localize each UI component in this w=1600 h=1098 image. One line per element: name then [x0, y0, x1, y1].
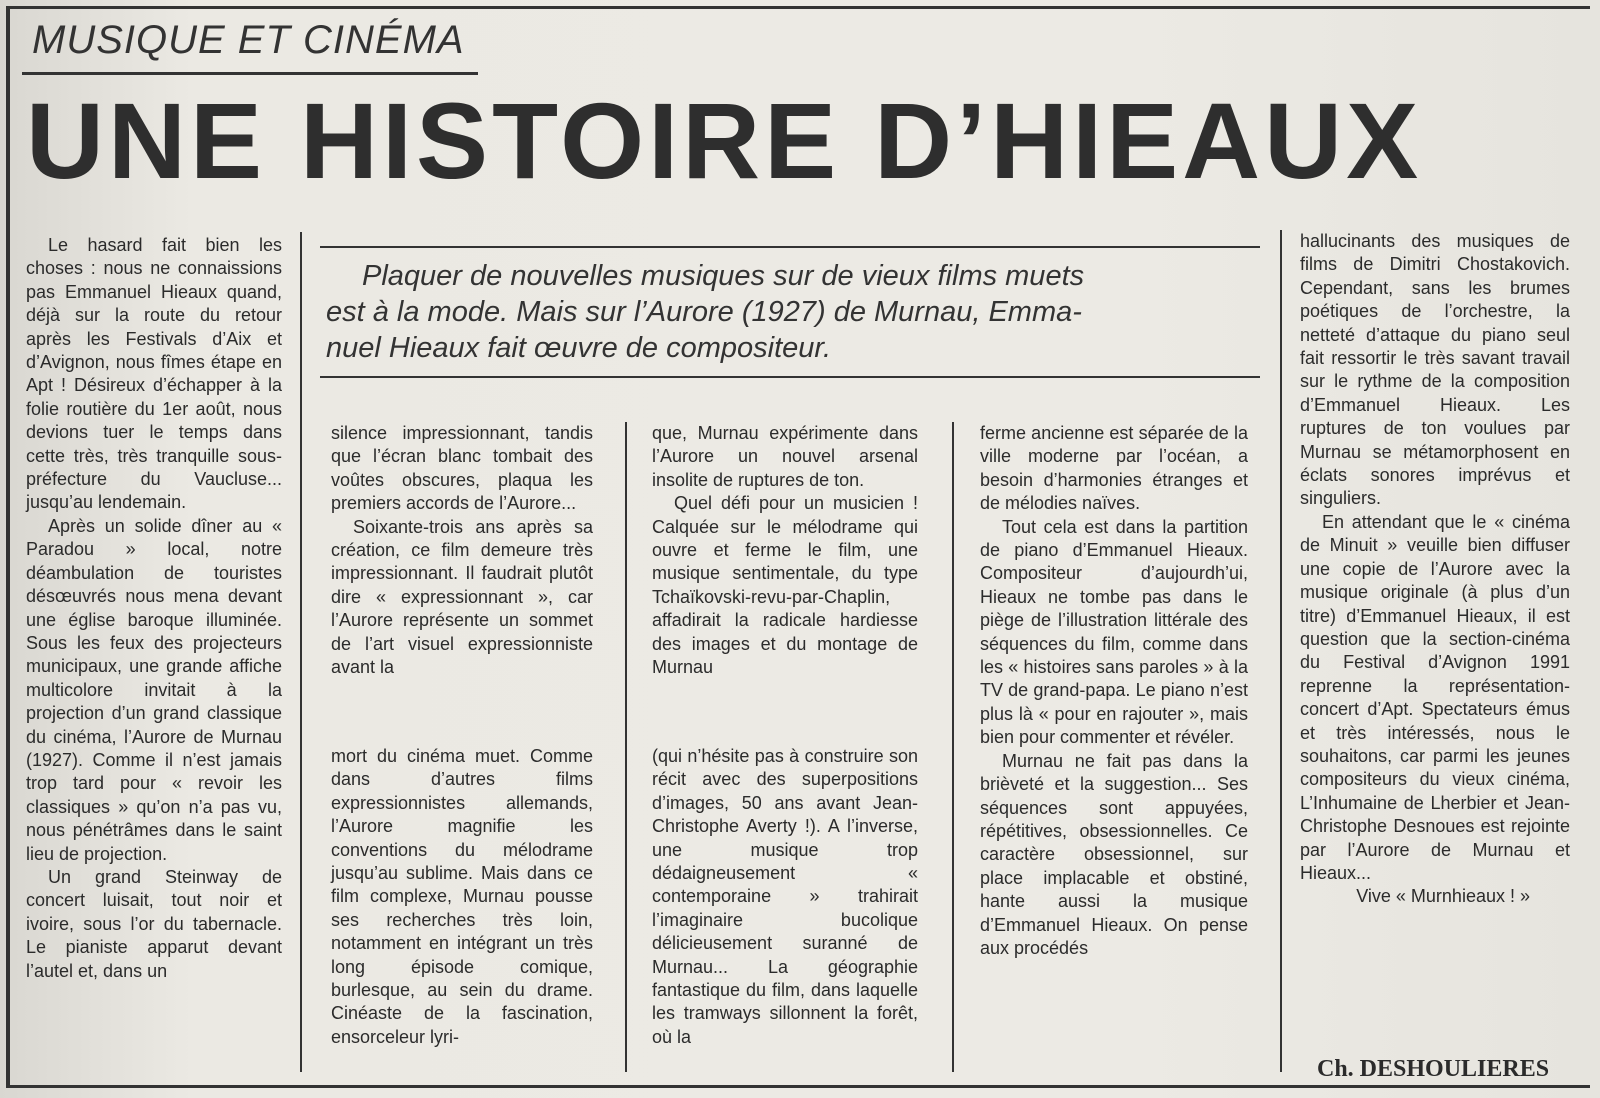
- column-3-bottom: [652, 745, 918, 1049]
- paragraph: Soixante-trois ans après sa création, ce film demeure très impressionnant. Il faudrait plutôt dire « expressionnant », car l’Aurore représente un sommet de l’art visuel expressionniste avant la: [331, 516, 593, 678]
- paragraph: silence impressionnant, tandis que l’écran blanc tombait des voûtes obscures, plaqua les premiers accords de l’Aurore...: [331, 423, 593, 514]
- column-2-top: [331, 422, 593, 679]
- headline: UNE HISTOIRE D’HIEAUX: [26, 80, 1423, 201]
- column-4: [980, 422, 1248, 960]
- column-rule: [952, 422, 954, 1072]
- paragraph: Tout cela est dans la partition de piano d’Emmanuel Hieaux. Compositeur d’aujourdh’ui, Hieaux ne tombe pas dans le piège de l’illustration littérale des séquences du film, comme dans les « histoires sans paroles » à la TV de grand-papa. Le piano n’est plus là « pour en rajouter », mais bien pour commenter et révéler.: [980, 516, 1248, 748]
- column-rule: [300, 232, 302, 1072]
- closing-line: Vive « Murnhieaux ! »: [1356, 886, 1530, 907]
- standfirst-line: nuel Hieaux fait œuvre de compositeur.: [326, 332, 832, 364]
- paragraph: Un grand Steinway de concert luisait, tout noir et ivoire, sous l’or du tabernacle. Le pianiste apparut devant l’autel et, dans un: [26, 866, 282, 981]
- paragraph: mort du cinéma muet. Comme dans d’autres films expressionnistes allemands, l’Aurore magnifie les conventions du mélodrame jusqu’au sublime. Mais dans ce film complexe, Murnau pousse ses recherches très loin, notamment en intégrant un très long épisode comique, burlesque, au sein du drame. Cinéaste de la fascination, ensorceleur lyri-: [331, 746, 593, 1047]
- standfirst-line: est à la mode. Mais sur l’Aurore (1927) de Murnau, Emma-: [326, 296, 1082, 328]
- column-rule: [1280, 230, 1282, 1072]
- column-rule: [625, 422, 627, 1072]
- author-signature: Ch. DESHOULIERES: [1317, 1056, 1550, 1082]
- paragraph: Murnau ne fait pas dans la brièveté et la suggestion... Ses séquences sont appuyées, répétitives, obsessionnelles. Ce caractère obsessionnel, sur place implacable et obstiné, hante aussi la musique d’Emmanuel Hieaux. On pense aux procédés: [980, 750, 1248, 958]
- paragraph: En attendant que le « cinéma de Minuit » veuille bien diffuser une copie de l’Aurore avec la musique originale (à plus d’un titre) d’Emmanuel Hieaux, il est question que la section-cinéma du Festival d’Avignon 1991 reprenne la représentation-concert d’Apt. Spectateurs émus et très intéressés, nous le souhaitons, car parmi les jeunes compositeurs du vieux cinéma, L’Inhumaine de Lherbier et Jean-Christophe Desnoues est rejointe par l’Aurore de Murnau et Hieaux...: [1300, 511, 1570, 883]
- chapo-bottom-rule: [320, 376, 1260, 378]
- column-2-bottom: [331, 745, 593, 1049]
- paragraph: Après un solide dîner au « Paradou » local, notre déambulation de touristes désœuvrés nous mena devant une église baroque illuminée. Sous les feux des projecteurs municipaux, une grande affiche multicolore invitait à la projection d’un grand classique du cinéma, l’Aurore de Murnau (1927). Comme il n’est jamais trop tard pour « revoir les classiques » qu’on n’a pas vu, nous pénétrâmes dans le saint lieu de projection.: [26, 515, 282, 864]
- chapo-top-rule: [320, 246, 1260, 248]
- standfirst: [326, 258, 1246, 366]
- kicker-underline: [22, 72, 478, 75]
- standfirst-line: Plaquer de nouvelles musiques sur de vieux films muets: [362, 260, 1085, 292]
- paragraph: hallucinants des musiques de films de Dimitri Chostakovich. Cependant, sans les brumes poétiques de l’orchestre, la netteté d’attaque du piano seul fait ressortir le très savant travail sur le rythme de la composition d’Emmanuel Hieaux. Les ruptures de ton voulues par Murnau se métamorphosent en éclats sonores imprévus et singuliers.: [1300, 231, 1570, 509]
- paragraph: que, Murnau expérimente dans l’Aurore un nouvel arsenal insolite de ruptures de ton.: [652, 423, 918, 490]
- column-1: [26, 234, 282, 983]
- section-kicker: MUSIQUE ET CINÉMA: [32, 18, 465, 62]
- paragraph: Quel défi pour un musicien ! Calquée sur le mélodrame qui ouvre et ferme le film, une musique sentimentale, du type Tchaïkovski-revu-par-Chaplin, affadirait la radicale hardiesse des images et du montage de Murnau: [652, 493, 918, 678]
- column-3-top: [652, 422, 918, 679]
- paragraph: (qui n’hésite pas à construire son récit avec des superpositions d’images, 50 ans avant Jean-Christophe Averty !). A l’inverse, une musique trop dédaigneusement « contemporaine » trahirait l’imaginaire bucolique délicieusement suranné de Murnau... La géographie fantastique du film, dans laquelle les tramways sillonnent la forêt, où la: [652, 746, 918, 1047]
- column-5: [1300, 230, 1570, 909]
- paragraph: Le hasard fait bien les choses : nous ne connaissions pas Emmanuel Hieaux quand, déjà sur la route du retour après les Festivals d’Aix et d’Avignon, nous fîmes étape en Apt ! Désireux d’échapper à la folie routière du 1er août, nous devions tuer le temps dans cette très, très tranquille sous-préfecture du Vaucluse... jusqu’au lendemain.: [26, 235, 282, 513]
- paragraph: ferme ancienne est séparée de la ville moderne par l’océan, a besoin d’harmonies étranges et de mélodies naïves.: [980, 423, 1248, 514]
